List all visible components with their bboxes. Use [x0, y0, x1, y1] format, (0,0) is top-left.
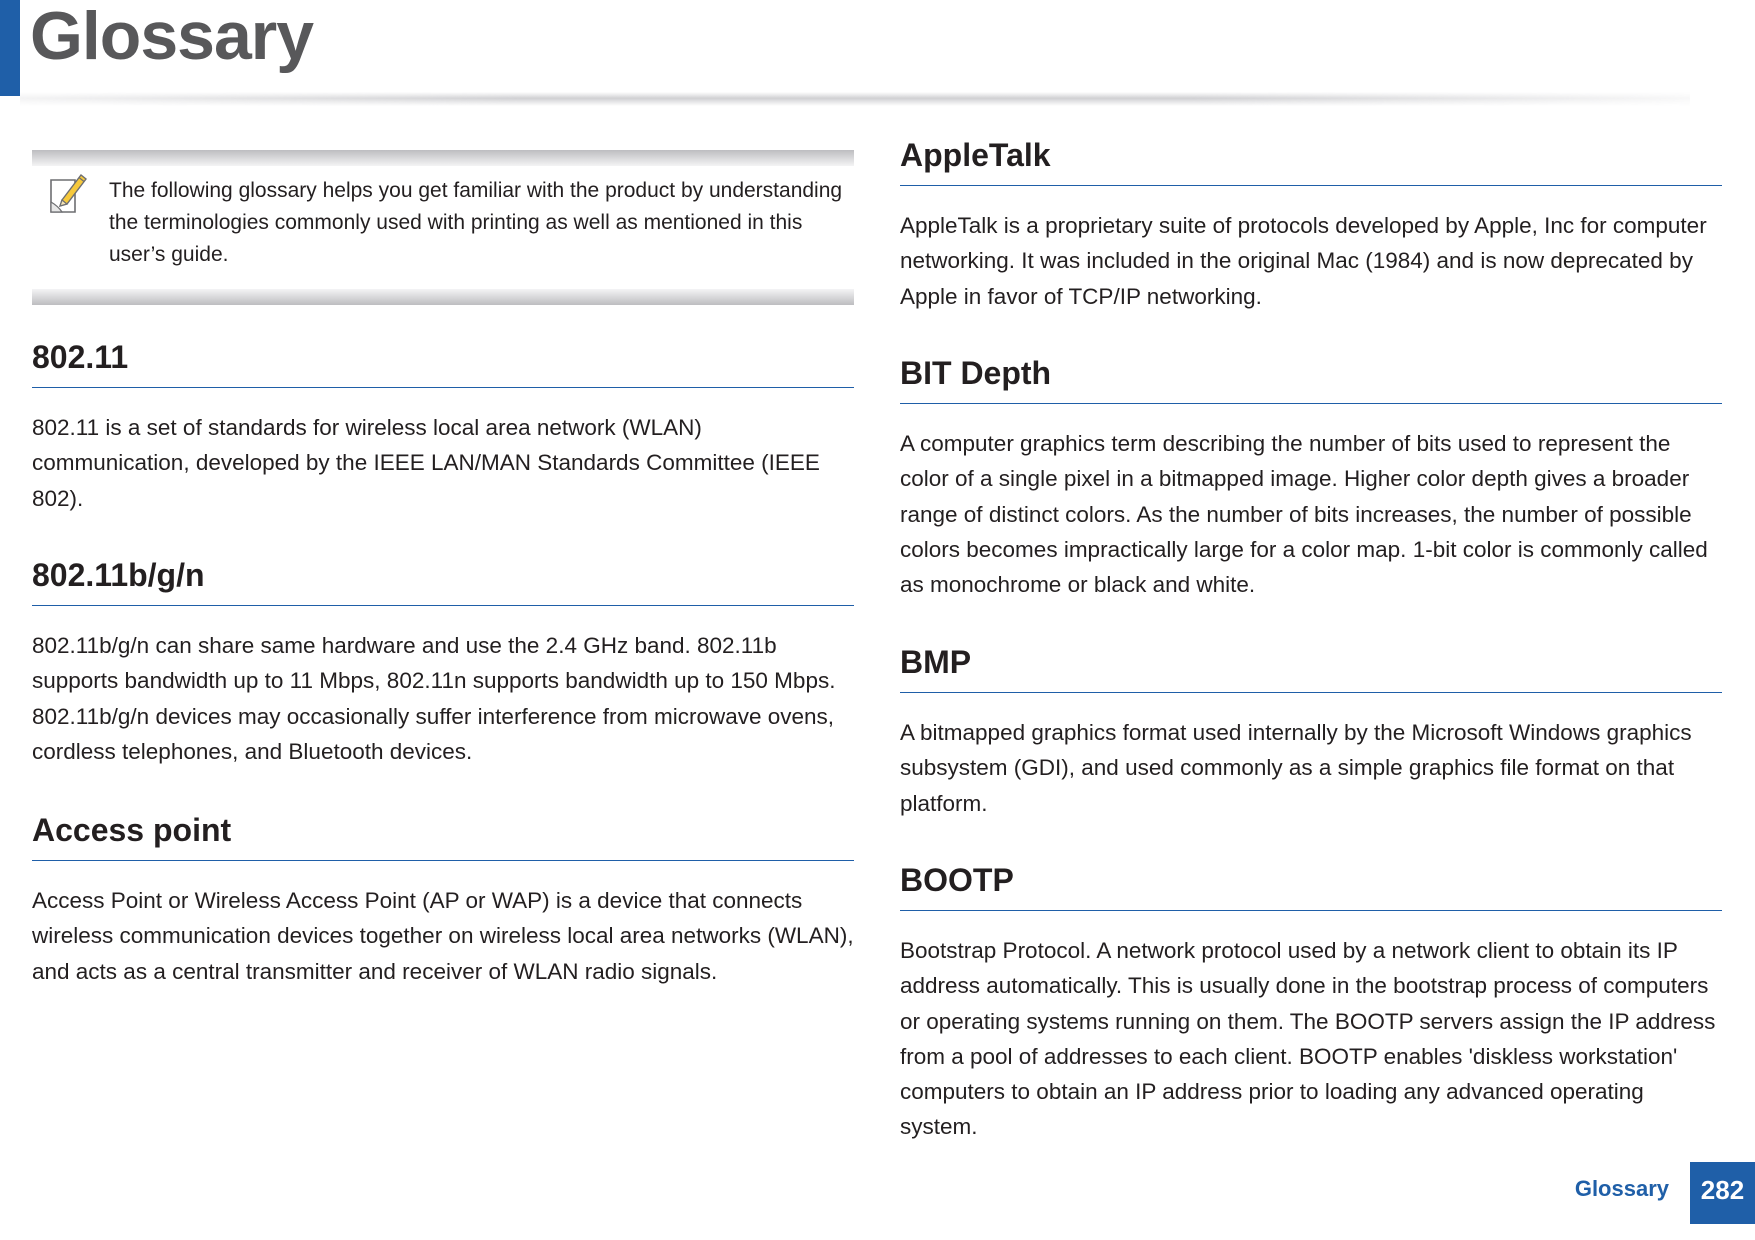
- entry-definition: A bitmapped graphics format used internally by the Microsoft Windows graphics subsystem (GDI), and used commonly as a simple graphics file format on that platform.: [900, 720, 1692, 816]
- entry-definition: 802.11 is a set of standards for wireless local area network (WLAN) communication, developed by the IEEE LAN/MAN Standards Committee (IEEE 802).: [32, 415, 820, 511]
- glossary-entry: [900, 135, 1722, 314]
- entry-term: 802.11b/g/n: [32, 555, 854, 606]
- glossary-entry: [900, 353, 1722, 602]
- entry-definition: Bootstrap Protocol. A network protocol used by a network client to obtain its IP address automatically. This is usually done in the bootstrap process of computers or operating systems running on them. The BOOTP servers assign the IP address from a pool of addresses to each client. BOOTP enables 'diskless workstation' computers to obtain an IP address prior to loading any advanced operating system.: [900, 938, 1716, 1140]
- page-number: 282: [1690, 1162, 1755, 1224]
- entry-definition: A computer graphics term describing the number of bits used to represent the color of a single pixel in a bitmapped image. Higher color depth gives a broader range of distinct colors. As the number of bits increases, the number of possible colors becomes impractically large for a color map. 1-bit color is commonly called as monochrome or black and white.: [900, 431, 1708, 598]
- glossary-entry: [32, 337, 854, 516]
- entry-definition: Access Point or Wireless Access Point (AP or WAP) is a device that connects wireless communication devices together on wireless local area networks (WLAN), and acts as a central transmitter and receiver of WLAN radio signals.: [32, 888, 854, 984]
- entry-term: BOOTP: [900, 860, 1722, 911]
- glossary-entry: [900, 642, 1722, 821]
- title-divider: [20, 92, 1690, 106]
- pencil-note-icon: [48, 172, 88, 216]
- entry-definition: AppleTalk is a proprietary suite of protocols developed by Apple, Inc for computer networking. It was included in the original Mac (1984) and is now deprecated by Apple in favor of TCP/IP networking.: [900, 213, 1707, 309]
- glossary-entry: [32, 555, 854, 769]
- header-accent-bar: [0, 0, 20, 96]
- note-box: [32, 150, 854, 305]
- entry-term: Access point: [32, 810, 854, 861]
- glossary-entry: [32, 810, 854, 989]
- note-bottom-bar: [32, 289, 854, 305]
- entry-term: AppleTalk: [900, 135, 1722, 186]
- entry-term: BMP: [900, 642, 1722, 693]
- entry-term: 802.11: [32, 337, 854, 388]
- page-title: Glossary: [30, 0, 314, 74]
- entry-definition: 802.11b/g/n can share same hardware and use the 2.4 GHz band. 802.11b supports bandwidth up to 11 Mbps, 802.11n supports bandwidth up to 150 Mbps. 802.11b/g/n devices may occasionally suffer interference from microwave ovens, cordless telephones, and Bluetooth devices.: [32, 633, 836, 764]
- footer-section-label: Glossary: [1574, 1176, 1669, 1201]
- entry-term: BIT Depth: [900, 353, 1722, 404]
- note-text: The following glossary helps you get familiar with the product by understanding the terminologies commonly used with printing as well as mentioned in this user’s guide.: [109, 179, 843, 266]
- note-top-bar: [32, 150, 854, 166]
- glossary-entry: [900, 860, 1722, 1145]
